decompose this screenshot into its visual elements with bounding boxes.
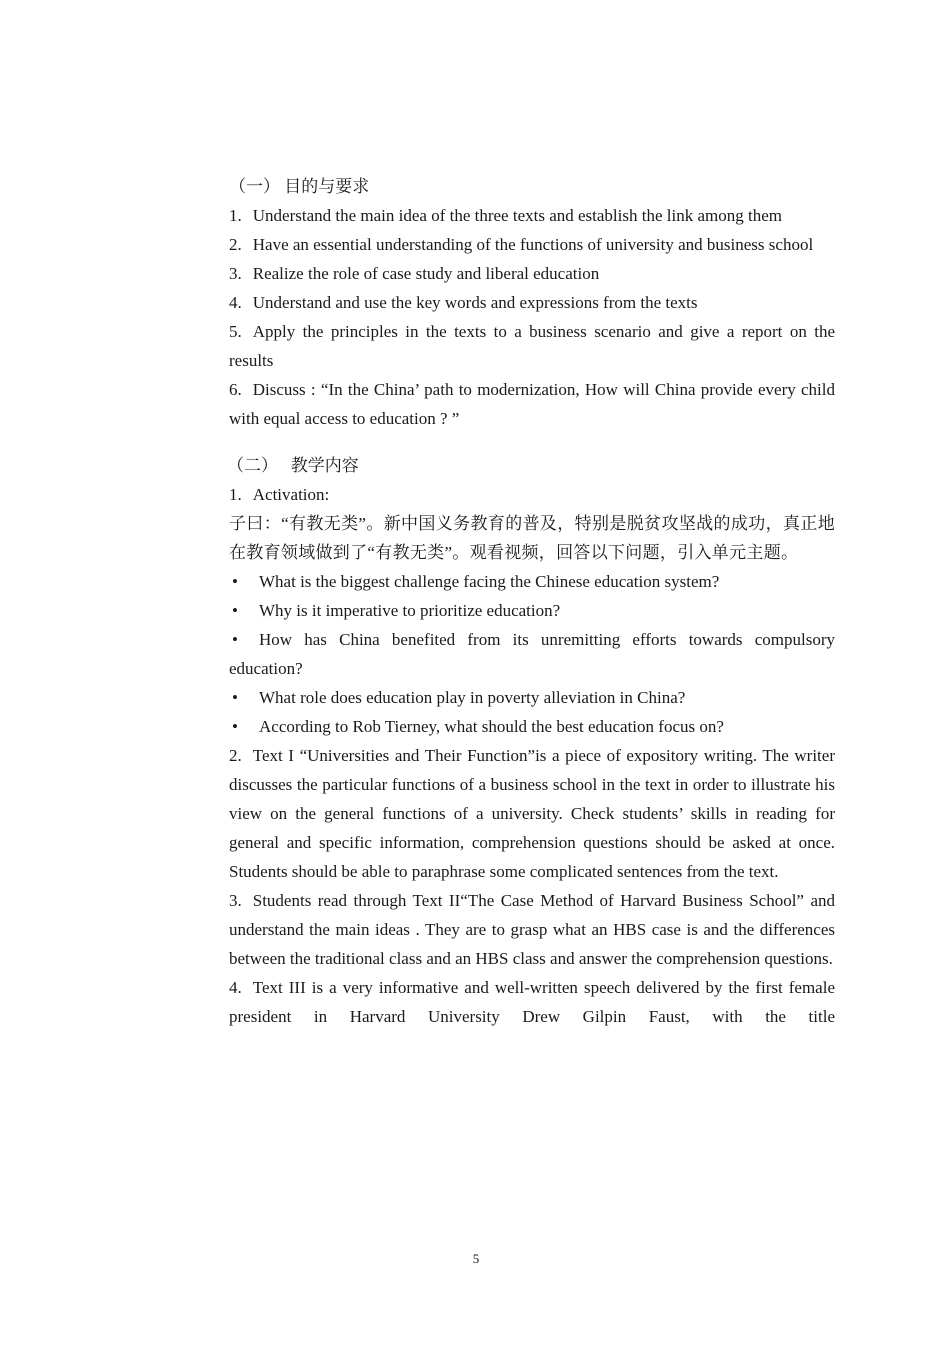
- activation-questions: [229, 567, 835, 741]
- question-text: According to Rob Tierney, what should the best education focus on?: [259, 717, 724, 736]
- item-text: Realize the role of case study and liberal education: [252, 264, 600, 283]
- content-paragraph-2: [229, 741, 835, 886]
- paragraph-text: Text I “Universities and Their Function”is a piece of expository writing. The writer discusses the particular functions of a business school in the text in order to illustrate his view on the general functions of a university. Check students’ skills in reading for general and specific information, comprehension questions should be asked at once. Students should be able to paraphrase some complicated sentences from the text.: [229, 746, 835, 881]
- bullet-icon: •: [232, 688, 238, 707]
- question-item-5: [229, 712, 835, 741]
- page-number: 5: [472, 1251, 480, 1266]
- item-number: 3.: [229, 264, 242, 283]
- activation-chinese-paragraph: 子曰：“有教无类”。新中国义务教育的普及，特别是脱贫攻坚战的成功，真正地在教育领域做到了“有教无类”。观看视频，回答以下问题，引入单元主题。: [229, 514, 835, 562]
- section-2-heading: （二） 教学内容: [227, 456, 359, 475]
- question-text: What is the biggest challenge facing the Chinese education system?: [259, 572, 720, 591]
- item-number: 3.: [229, 891, 242, 910]
- question-item-1: [229, 567, 835, 596]
- paragraph-text: Students read through Text II“The Case Method of Harvard Business School” and understand the main ideas . They are to grasp what an HBS case is and the differences between the traditional class and an HBS class and answer the comprehension questions.: [229, 891, 835, 968]
- bullet-icon: •: [232, 630, 238, 649]
- item-number: 2.: [229, 746, 242, 765]
- objective-item-1: [229, 201, 835, 230]
- question-item-4: [229, 683, 835, 712]
- item-number: 1.: [229, 485, 242, 504]
- item-text: Understand and use the key words and expressions from the texts: [252, 293, 698, 312]
- document-body: [229, 172, 835, 1031]
- question-text: What role does education play in poverty alleviation in China?: [259, 688, 686, 707]
- bullet-icon: •: [232, 572, 238, 591]
- item-number: 2.: [229, 235, 242, 254]
- question-text: How has China benefited from its unremitting efforts towards compulsory education?: [229, 630, 835, 678]
- item-number: 1.: [229, 206, 242, 225]
- content-paragraph-3: [229, 886, 835, 973]
- activation-label: [229, 480, 835, 509]
- item-text: Understand the main idea of the three texts and establish the link among them: [252, 206, 782, 225]
- content-paragraph-4: [229, 973, 835, 1031]
- item-number: 6.: [229, 380, 242, 399]
- objective-item-4: [229, 288, 835, 317]
- item-text: Apply the principles in the texts to a business scenario and give a report on the results: [229, 322, 835, 370]
- bullet-icon: •: [232, 601, 238, 620]
- question-item-2: [229, 596, 835, 625]
- question-text: Why is it imperative to prioritize education?: [259, 601, 561, 620]
- section-1-heading: （一） 目的与要求: [229, 177, 370, 196]
- item-text: Discuss : “In the China’ path to modernization, How will China provide every child with equal access to education ? ”: [229, 380, 835, 428]
- item-number: 4.: [229, 978, 242, 997]
- objective-item-5: [229, 317, 835, 375]
- objectives-list: [229, 201, 835, 433]
- objective-item-6: [229, 375, 835, 433]
- question-item-3: [229, 625, 835, 683]
- objective-item-2: [229, 230, 835, 259]
- item-text: Activation:: [252, 485, 330, 504]
- item-number: 4.: [229, 293, 242, 312]
- item-text: Have an essential understanding of the functions of university and business school: [252, 235, 814, 254]
- objective-item-3: [229, 259, 835, 288]
- paragraph-text: Text III is a very informative and well-written speech delivered by the first female president in Harvard University Drew Gilpin Faust, with the title: [229, 978, 835, 1026]
- item-number: 5.: [229, 322, 242, 341]
- bullet-icon: •: [232, 717, 238, 736]
